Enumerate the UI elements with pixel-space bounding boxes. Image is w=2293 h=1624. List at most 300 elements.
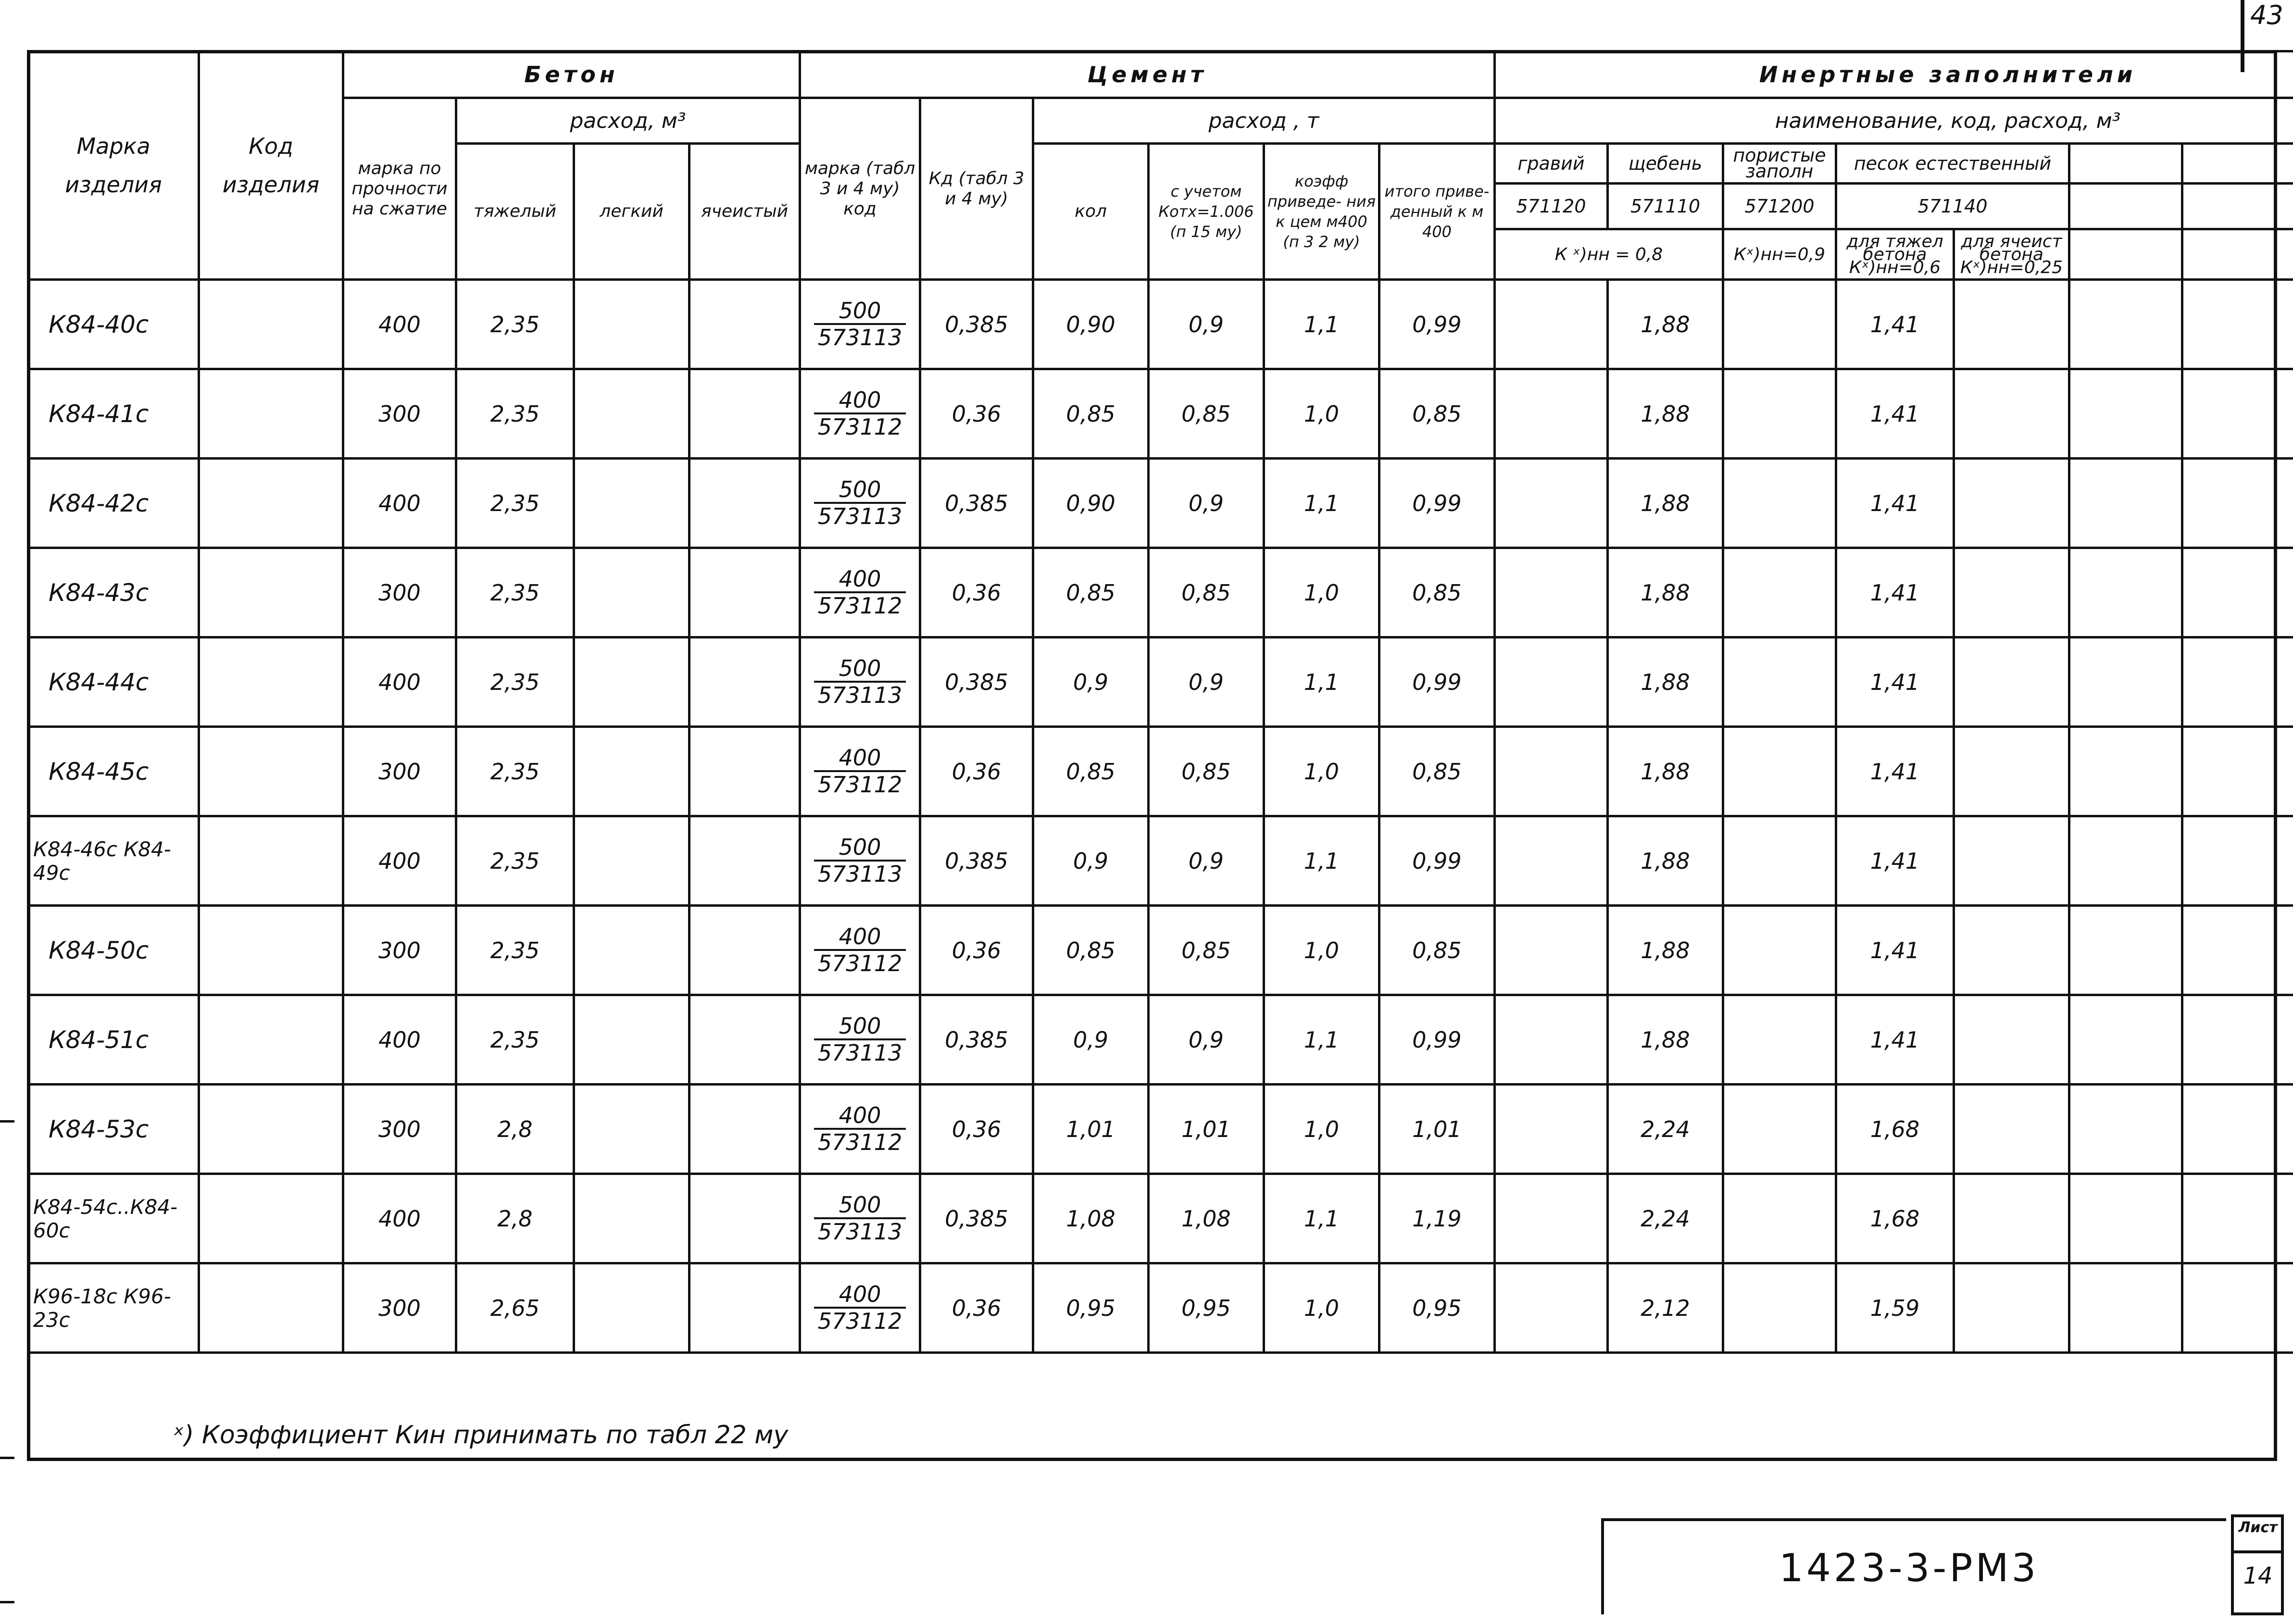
cell-name: К84-41с [28, 369, 199, 459]
cell-itogo: 0,99 [1379, 816, 1495, 906]
cem-marka-code: 573113 [817, 1040, 902, 1066]
cem-marka-top: 500 [814, 835, 906, 862]
cell-kd: 0,36 [920, 727, 1033, 816]
cell-shcheben: 1,88 [1608, 369, 1723, 459]
cell-itogo: 1,01 [1379, 1085, 1495, 1174]
margin-tick [0, 1120, 14, 1123]
cell-shcheben: 2,24 [1608, 1085, 1723, 1174]
cell-pesok-yach [1954, 906, 2069, 995]
cell-cem-marka [800, 1263, 920, 1353]
cell-kol: 0,90 [1033, 459, 1149, 548]
cell-empty-1 [2069, 280, 2182, 369]
col-header-legk: легкий [574, 144, 689, 280]
cell-marka: 400 [343, 1174, 456, 1263]
cell-koeff: 1,0 [1264, 548, 1379, 637]
cem-marka-top: 400 [814, 1103, 906, 1130]
cell-shcheben: 1,88 [1608, 459, 1723, 548]
cell-kod [199, 369, 343, 459]
cell-kod [199, 548, 343, 637]
cem-marka-top: 400 [814, 566, 906, 593]
cell-kol: 0,85 [1033, 548, 1149, 637]
empty-code-2 [2182, 184, 2293, 229]
cell-empty-2 [2182, 1174, 2293, 1263]
cem-marka-top: 500 [814, 477, 906, 504]
table-row [28, 1174, 2293, 1263]
cell-tyazh: 2,65 [456, 1263, 574, 1353]
group-header-inert: Инертные заполнители [1495, 51, 2293, 98]
cell-kd: 0,36 [920, 548, 1033, 637]
col-header-s-uchetom: с учетом Котх=1.006 (п 15 му) [1149, 144, 1264, 280]
cell-kd: 0,36 [920, 369, 1033, 459]
cell-gravii [1495, 637, 1608, 727]
cell-itogo: 0,99 [1379, 995, 1495, 1085]
cell-kd: 0,385 [920, 995, 1033, 1085]
cell-poristye [1723, 906, 1836, 995]
col-header-kol: кол [1033, 144, 1149, 280]
cell-s-uchet: 1,08 [1149, 1174, 1264, 1263]
cell-kod [199, 816, 343, 906]
cell-pesok: 1,59 [1836, 1263, 1954, 1353]
subheader-beton-rashod: расход, м³ [456, 98, 800, 144]
cell-marka: 300 [343, 1263, 456, 1353]
cell-kd: 0,36 [920, 1085, 1033, 1174]
cell-kol: 0,9 [1033, 637, 1149, 727]
cell-cem-marka [800, 816, 920, 906]
cell-legk [574, 906, 689, 995]
table-row [28, 727, 2293, 816]
col-header-cem-marka: марка (табл 3 и 4 му) код [800, 98, 920, 280]
cell-pesok: 1,41 [1836, 459, 1954, 548]
cell-poristye [1723, 1085, 1836, 1174]
col-header-shcheben: щебень [1608, 144, 1723, 184]
page-number: 43 [2250, 0, 2283, 30]
table-row [28, 816, 2293, 906]
cell-empty-2 [2182, 1263, 2293, 1353]
cell-shcheben: 1,88 [1608, 995, 1723, 1085]
cell-pesok-yach [1954, 727, 2069, 816]
cell-poristye [1723, 727, 1836, 816]
cell-cem-marka [800, 1174, 920, 1263]
cell-s-uchet: 0,9 [1149, 637, 1264, 727]
cell-pesok: 1,68 [1836, 1174, 1954, 1263]
cem-marka-top: 400 [814, 924, 906, 951]
sheet-box-divider [2231, 1550, 2284, 1553]
cell-shcheben: 1,88 [1608, 280, 1723, 369]
cell-s-uchet: 0,85 [1149, 727, 1264, 816]
cell-name: К84-51с [28, 995, 199, 1085]
cell-koeff: 1,0 [1264, 369, 1379, 459]
cell-pesok-yach [1954, 1174, 2069, 1263]
cell-name: К84-42с [28, 459, 199, 548]
cell-pesok-yach [1954, 369, 2069, 459]
cell-shcheben: 1,88 [1608, 906, 1723, 995]
cell-marka: 400 [343, 280, 456, 369]
cell-s-uchet: 0,85 [1149, 548, 1264, 637]
cell-kod [199, 1174, 343, 1263]
cem-marka-code: 573112 [817, 414, 902, 440]
cell-s-uchet: 0,9 [1149, 280, 1264, 369]
cell-shcheben: 2,12 [1608, 1263, 1723, 1353]
code-poristye: 571200 [1723, 184, 1836, 229]
cell-name: К96-18с К96-23с [28, 1263, 199, 1353]
materials-table [27, 50, 2293, 1354]
cell-koeff: 1,1 [1264, 1174, 1379, 1263]
cell-shcheben: 1,88 [1608, 548, 1723, 637]
cem-marka-code: 573112 [817, 1129, 902, 1155]
subheader-inert: наименование, код, расход, м³ [1495, 98, 2293, 144]
cell-marka: 300 [343, 906, 456, 995]
col-header-poristye: пористые заполн [1723, 144, 1836, 184]
cell-empty-1 [2069, 1263, 2182, 1353]
table-row [28, 637, 2293, 727]
cell-s-uchet: 0,85 [1149, 369, 1264, 459]
cell-legk [574, 459, 689, 548]
cell-kod [199, 459, 343, 548]
cell-empty-2 [2182, 637, 2293, 727]
cell-tyazh: 2,35 [456, 727, 574, 816]
cell-kd: 0,36 [920, 906, 1033, 995]
col-header-tyazh: тяжелый [456, 144, 574, 280]
cell-koeff: 1,1 [1264, 995, 1379, 1085]
cell-gravii [1495, 1174, 1608, 1263]
cell-kol: 0,9 [1033, 995, 1149, 1085]
table-row [28, 280, 2293, 369]
margin-tick [0, 1457, 14, 1459]
cell-pesok: 1,41 [1836, 816, 1954, 906]
cell-gravii [1495, 548, 1608, 637]
cell-pesok: 1,41 [1836, 727, 1954, 816]
footnote: ˣ) Коэффициент Кин принимать по табл 22 му [173, 1421, 789, 1449]
cell-itogo: 1,19 [1379, 1174, 1495, 1263]
cell-yacheist [689, 1174, 800, 1263]
cell-tyazh: 2,8 [456, 1085, 574, 1174]
cell-empty-2 [2182, 995, 2293, 1085]
cell-marka: 400 [343, 637, 456, 727]
cell-koeff: 1,1 [1264, 816, 1379, 906]
cell-yacheist [689, 816, 800, 906]
cell-empty-1 [2069, 995, 2182, 1085]
cem-marka-code: 573113 [817, 1219, 902, 1245]
cell-name: К84-40с [28, 280, 199, 369]
cell-yacheist [689, 1263, 800, 1353]
cell-legk [574, 1174, 689, 1263]
cell-yacheist [689, 906, 800, 995]
cell-pesok: 1,41 [1836, 369, 1954, 459]
cell-yacheist [689, 459, 800, 548]
sheet-number: 14 [2243, 1562, 2273, 1589]
col-header-kd: Кд (табл 3 и 4 му) [920, 98, 1033, 280]
cell-empty-1 [2069, 1174, 2182, 1263]
cell-empty-1 [2069, 906, 2182, 995]
cell-kod [199, 1085, 343, 1174]
cell-tyazh: 2,35 [456, 906, 574, 995]
cell-cem-marka [800, 280, 920, 369]
cell-kol: 0,95 [1033, 1263, 1149, 1353]
cell-cem-marka [800, 995, 920, 1085]
cell-cem-marka [800, 906, 920, 995]
cell-cem-marka [800, 727, 920, 816]
cell-itogo: 0,85 [1379, 906, 1495, 995]
cell-pesok: 1,68 [1836, 1085, 1954, 1174]
cell-pesok: 1,41 [1836, 548, 1954, 637]
group-header-beton: Бетон [343, 51, 800, 98]
cell-poristye [1723, 459, 1836, 548]
cell-tyazh: 2,35 [456, 548, 574, 637]
cell-legk [574, 1263, 689, 1353]
cell-cem-marka [800, 1085, 920, 1174]
cem-marka-top: 400 [814, 745, 906, 772]
cell-pesok: 1,41 [1836, 637, 1954, 727]
cell-legk [574, 816, 689, 906]
cell-name: К84-50с [28, 906, 199, 995]
cell-name: К84-43с [28, 548, 199, 637]
cell-pesok: 1,41 [1836, 280, 1954, 369]
cell-kd: 0,385 [920, 816, 1033, 906]
cell-shcheben: 1,88 [1608, 637, 1723, 727]
empty-k-2 [2182, 229, 2293, 280]
cell-pesok-yach [1954, 1263, 2069, 1353]
cell-marka: 300 [343, 369, 456, 459]
cell-legk [574, 995, 689, 1085]
col-header-pesok: песок естественный [1836, 144, 2069, 184]
col-header-marka: Марка изделия [28, 51, 199, 280]
cell-poristye [1723, 369, 1836, 459]
cell-poristye [1723, 1174, 1836, 1263]
empty-k-1 [2069, 229, 2182, 280]
cell-kol: 0,90 [1033, 280, 1149, 369]
cell-pesok: 1,41 [1836, 906, 1954, 995]
cell-gravii [1495, 459, 1608, 548]
cell-marka: 400 [343, 459, 456, 548]
cell-empty-2 [2182, 727, 2293, 816]
cell-itogo: 0,85 [1379, 727, 1495, 816]
cell-legk [574, 369, 689, 459]
cell-gravii [1495, 906, 1608, 995]
cell-marka: 400 [343, 816, 456, 906]
col-header-kod: Код изделия [199, 51, 343, 280]
cell-kod [199, 727, 343, 816]
sheet-label: Лист [2238, 1519, 2278, 1536]
table-row [28, 369, 2293, 459]
cem-marka-top: 500 [814, 1192, 906, 1219]
col-header-koeff: коэфф приведе- ния к цем м400 (п 3 2 му) [1264, 144, 1379, 280]
cell-shcheben: 2,24 [1608, 1174, 1723, 1263]
cell-s-uchet: 0,95 [1149, 1263, 1264, 1353]
cell-legk [574, 280, 689, 369]
cell-pesok-yach [1954, 995, 2069, 1085]
cell-tyazh: 2,35 [456, 637, 574, 727]
cem-marka-top: 500 [814, 298, 906, 325]
cell-koeff: 1,1 [1264, 459, 1379, 548]
cell-pesok-yach [1954, 548, 2069, 637]
cell-name: К84-53с [28, 1085, 199, 1174]
cell-shcheben: 1,88 [1608, 816, 1723, 906]
cell-kd: 0,385 [920, 280, 1033, 369]
cem-marka-code: 573113 [817, 325, 902, 350]
cell-name: К84-46с К84-49с [28, 816, 199, 906]
cell-pesok: 1,41 [1836, 995, 1954, 1085]
cell-itogo: 0,85 [1379, 548, 1495, 637]
cell-kol: 0,9 [1033, 816, 1149, 906]
cell-name: К84-54с..К84-60с [28, 1174, 199, 1263]
cell-gravii [1495, 816, 1608, 906]
cell-s-uchet: 0,85 [1149, 906, 1264, 995]
cell-cem-marka [800, 637, 920, 727]
cem-marka-top: 500 [814, 656, 906, 683]
empty-code-1 [2069, 184, 2182, 229]
cell-s-uchet: 0,9 [1149, 816, 1264, 906]
cem-marka-code: 573113 [817, 503, 902, 529]
cell-marka: 300 [343, 548, 456, 637]
cell-empty-2 [2182, 280, 2293, 369]
cell-s-uchet: 1,01 [1149, 1085, 1264, 1174]
cell-cem-marka [800, 369, 920, 459]
cell-koeff: 1,1 [1264, 637, 1379, 727]
cell-tyazh: 2,8 [456, 1174, 574, 1263]
cell-empty-1 [2069, 459, 2182, 548]
cell-poristye [1723, 995, 1836, 1085]
cell-empty-2 [2182, 1085, 2293, 1174]
cell-empty-1 [2069, 1085, 2182, 1174]
k-tyazh: для тяжел бетона Кˣ)нн=0,6 [1836, 229, 1954, 280]
table-row [28, 459, 2293, 548]
cell-tyazh: 2,35 [456, 816, 574, 906]
cell-koeff: 1,1 [1264, 280, 1379, 369]
table-row [28, 1263, 2293, 1353]
cell-shcheben: 1,88 [1608, 727, 1723, 816]
table-row [28, 906, 2293, 995]
cell-gravii [1495, 727, 1608, 816]
cell-tyazh: 2,35 [456, 459, 574, 548]
cell-yacheist [689, 637, 800, 727]
cell-legk [574, 548, 689, 637]
cell-gravii [1495, 1263, 1608, 1353]
cem-marka-code: 573113 [817, 861, 902, 887]
cell-yacheist [689, 548, 800, 637]
cell-koeff: 1,0 [1264, 1263, 1379, 1353]
cell-legk [574, 1085, 689, 1174]
cell-empty-2 [2182, 548, 2293, 637]
code-shcheben: 571110 [1608, 184, 1723, 229]
cem-marka-code: 573112 [817, 593, 902, 619]
cell-empty-2 [2182, 906, 2293, 995]
cell-tyazh: 2,35 [456, 369, 574, 459]
cell-kol: 1,01 [1033, 1085, 1149, 1174]
cell-itogo: 0,99 [1379, 637, 1495, 727]
cell-itogo: 0,85 [1379, 369, 1495, 459]
cell-koeff: 1,0 [1264, 906, 1379, 995]
cem-marka-top: 400 [814, 1282, 906, 1309]
empty-header-1 [2069, 144, 2182, 184]
cell-kod [199, 995, 343, 1085]
cell-pesok-yach [1954, 637, 2069, 727]
cell-marka: 300 [343, 1085, 456, 1174]
cell-yacheist [689, 280, 800, 369]
cell-yacheist [689, 369, 800, 459]
cell-itogo: 0,99 [1379, 280, 1495, 369]
cell-cem-marka [800, 459, 920, 548]
cell-pesok-yach [1954, 280, 2069, 369]
empty-header-2 [2182, 144, 2293, 184]
cell-koeff: 1,0 [1264, 727, 1379, 816]
cell-pesok-yach [1954, 459, 2069, 548]
cell-itogo: 0,95 [1379, 1263, 1495, 1353]
cell-marka: 400 [343, 995, 456, 1085]
cell-name: К84-45с [28, 727, 199, 816]
cell-tyazh: 2,35 [456, 280, 574, 369]
cell-legk [574, 727, 689, 816]
document-code: 1423-3-РМ3 [1779, 1546, 2039, 1590]
table-row [28, 1085, 2293, 1174]
col-header-itogo: итого приве- денный к м 400 [1379, 144, 1495, 280]
cell-empty-1 [2069, 727, 2182, 816]
cell-marka: 300 [343, 727, 456, 816]
subheader-cem-rashod: расход , т [1033, 98, 1495, 144]
cell-kol: 0,85 [1033, 906, 1149, 995]
cell-kol: 1,08 [1033, 1174, 1149, 1263]
cell-empty-2 [2182, 816, 2293, 906]
cell-empty-2 [2182, 459, 2293, 548]
code-gravii: 571120 [1495, 184, 1608, 229]
code-pesok: 571140 [1836, 184, 2069, 229]
cell-cem-marka [800, 548, 920, 637]
cell-poristye [1723, 280, 1836, 369]
cell-poristye [1723, 637, 1836, 727]
col-header-gravii: гравий [1495, 144, 1608, 184]
cem-marka-code: 573112 [817, 950, 902, 976]
cem-marka-code: 573112 [817, 772, 902, 798]
cell-empty-2 [2182, 369, 2293, 459]
cell-tyazh: 2,35 [456, 995, 574, 1085]
cell-yacheist [689, 995, 800, 1085]
cell-empty-1 [2069, 816, 2182, 906]
cell-gravii [1495, 1085, 1608, 1174]
col-header-beton-marka: марка по прочности на сжатие [343, 98, 456, 280]
cell-kd: 0,36 [920, 1263, 1033, 1353]
cell-name: К84-44с [28, 637, 199, 727]
cell-empty-1 [2069, 637, 2182, 727]
cell-pesok-yach [1954, 1085, 2069, 1174]
k-yacheist: для ячеист бетона Кˣ)нн=0,25 [1954, 229, 2069, 280]
margin-tick [0, 1601, 14, 1603]
cem-marka-top: 500 [814, 1013, 906, 1040]
cell-poristye [1723, 1263, 1836, 1353]
cell-gravii [1495, 995, 1608, 1085]
cell-gravii [1495, 369, 1608, 459]
cell-kd: 0,385 [920, 459, 1033, 548]
cell-kod [199, 906, 343, 995]
cem-marka-code: 573112 [817, 1308, 902, 1334]
k-poristye: Кˣ)нн=0,9 [1723, 229, 1836, 280]
cell-s-uchet: 0,9 [1149, 459, 1264, 548]
cell-pesok-yach [1954, 816, 2069, 906]
cem-marka-top: 400 [814, 387, 906, 414]
group-header-cement: Цемент [800, 51, 1495, 98]
cell-kol: 0,85 [1033, 727, 1149, 816]
cell-yacheist [689, 1085, 800, 1174]
cell-koeff: 1,0 [1264, 1085, 1379, 1174]
cell-kd: 0,385 [920, 637, 1033, 727]
cell-poristye [1723, 548, 1836, 637]
table-row [28, 995, 2293, 1085]
cell-empty-1 [2069, 548, 2182, 637]
cell-legk [574, 637, 689, 727]
cell-kod [199, 637, 343, 727]
cell-kod [199, 1263, 343, 1353]
cell-kol: 0,85 [1033, 369, 1149, 459]
k-gravii-shcheben: К ˣ)нн = 0,8 [1495, 229, 1723, 280]
cell-empty-1 [2069, 369, 2182, 459]
